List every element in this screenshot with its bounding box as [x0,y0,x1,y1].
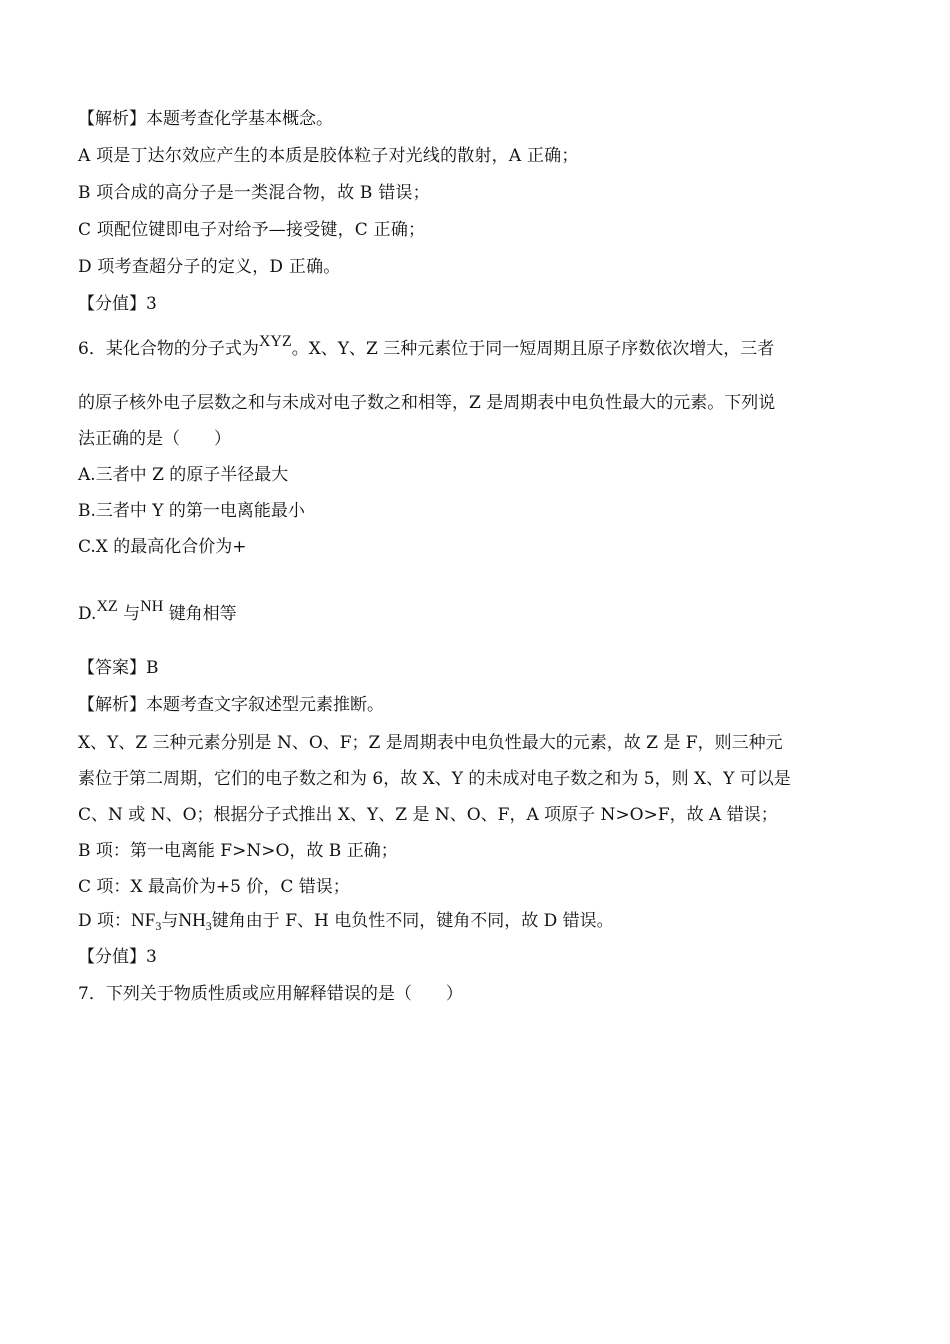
q6-analysis-line-4: B 项：第一电离能 F>N>O，故 B 正确； [78,841,398,861]
q6-stem-prefix: 6．某化合物的分子式为 [78,339,259,359]
q6-analysis-line-2: 素位于第二周期，它们的电子数之和为 6，故 X、Y 的未成对电子数之和为 5，则 X、Y 可以是 [78,769,791,789]
q6-option-c: C.X 的最高化合价为+ [78,537,247,557]
q7-stem: 7．下列关于物质性质或应用解释错误的是（ ） [78,984,463,1004]
q6-answer: 【答案】B [78,658,159,678]
q6-analysis-header: 【解析】本题考查文字叙述型元素推断。 [78,695,384,715]
q5-score: 【分值】3 [78,294,157,314]
q5-analysis-line-c: C 项配位键即电子对给予—接受键，C 正确； [78,220,426,240]
q6-option-d-formula-2: NH [140,598,164,615]
q6-stem-suffix: 。X、Y、Z 三种元素位于同一短周期且原子序数依次增大，三者 [291,339,775,359]
q5-analysis-line-a: A 项是丁达尔效应产生的本质是胶体粒子对光线的散射，A 正确； [78,146,579,166]
q5-analysis-line-d: D 项考查超分子的定义，D 正确。 [78,257,341,277]
q6-stem-line-3: 法正确的是（ ） [78,429,231,449]
q6-option-d-formula-1: XZ [96,598,118,615]
q6-stem-formula: XYZ [258,333,292,350]
q6-option-d-mid: 与 [123,604,141,624]
q6-analysis-line-3: C、N 或 N、O；根据分子式推出 X、Y、Z 是 N、O、F，A 项原子 N>O>F，故 A 错误； [78,805,778,825]
q6-analysis-line-1: X、Y、Z 三种元素分别是 N、O、F；Z 是周期表中电负性最大的元素，故 Z 是 F，则三种元 [78,733,783,753]
q6-analysis-d-prefix: D 项： [78,911,132,931]
q6-stem-line-1 [78,333,775,363]
q6-option-a: A.三者中 Z 的原子半径最大 [78,465,289,485]
q6-option-d [78,598,237,626]
q6-score: 【分值】3 [78,947,157,967]
q6-analysis-d-formula-1: $NF_3$ [131,910,162,933]
q6-stem-line-2: 的原子核外电子层数之和与未成对电子数之和相等，Z 是周期表中电负性最大的元素。下列说 [78,393,776,413]
q6-analysis-d-mid: 与 [161,911,179,931]
q6-analysis-line-5: C 项：X 最高价为+5 价，C 错误； [78,877,350,897]
q6-option-b: B.三者中 Y 的第一电离能最小 [78,501,305,521]
q6-analysis-d-formula-2: $NH_3$ [178,910,212,933]
q6-option-d-prefix: D. [78,604,97,624]
q6-analysis-line-d [78,910,614,933]
q5-analysis-header: 【解析】本题考查化学基本概念。 [78,109,333,129]
q5-analysis-line-b: B 项合成的高分子是一类混合物，故 B 错误； [78,183,430,203]
q6-option-d-suffix: 键角相等 [168,604,237,624]
q6-analysis-d-suffix: 键角由于 F、H 电负性不同，键角不同，故 D 错误。 [211,911,614,931]
